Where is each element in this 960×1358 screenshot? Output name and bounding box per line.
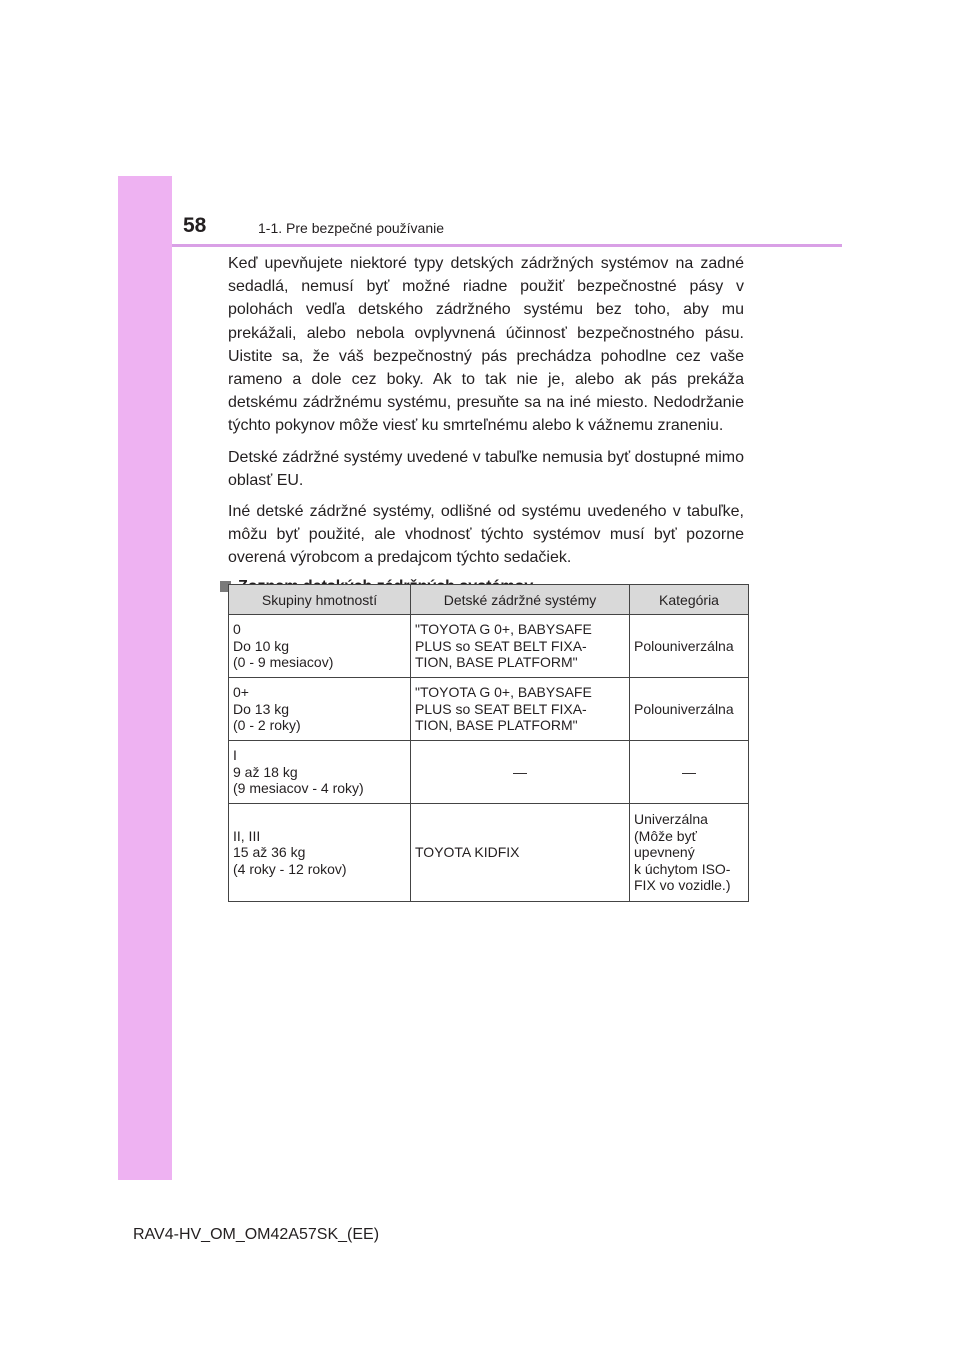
- cell-restraint-system: "TOYOTA G 0+, BABYSAFE PLUS so SEAT BELT FIXA- TION, BASE PLATFORM": [411, 678, 630, 741]
- column-header-restraint-system: Detské zádržné systémy: [411, 585, 630, 615]
- cell-restraint-system: "TOYOTA G 0+, BABYSAFE PLUS so SEAT BELT FIXA- TION, BASE PLATFORM": [411, 615, 630, 678]
- document-code-footer: RAV4-HV_OM_OM42A57SK_(EE): [133, 1226, 380, 1243]
- cell-weight-group: II, III 15 až 36 kg (4 roky - 12 rokov): [229, 804, 411, 902]
- cell-weight-group: 0 Do 10 kg (0 - 9 mesiacov): [229, 615, 411, 678]
- cell-category: Univerzálna (Môže byť upevnený k úchytom ISO- FIX vo vozidle.): [630, 804, 749, 902]
- paragraph-eu-availability: Detské zádržné systémy uvedené v tabuľke nemusia byť dostupné mimo oblasť EU.: [228, 448, 744, 489]
- paragraph-other-systems: Iné detské zádržné systémy, odlišné od systému uvedeného v tabuľke, môžu byť použité, ale vhodnosť týchto systémov musí byť pozorne overená výrobcom a predajcom týchto sedačiek.: [228, 503, 744, 567]
- table-row: [229, 615, 749, 678]
- table-row: [229, 741, 749, 804]
- side-tab: [118, 176, 172, 1180]
- header-divider: [172, 244, 842, 247]
- column-header-weight-group: Skupiny hmotností: [229, 585, 411, 615]
- child-restraint-table: [228, 584, 749, 902]
- cell-category: —: [630, 741, 749, 804]
- cell-category: Polouniverzálna: [630, 678, 749, 741]
- page-number: 58: [183, 214, 207, 237]
- cell-category: Polouniverzálna: [630, 615, 749, 678]
- table-row: [229, 804, 749, 902]
- cell-weight-group: I 9 až 18 kg (9 mesiacov - 4 roky): [229, 741, 411, 804]
- cell-restraint-system: —: [411, 741, 630, 804]
- cell-weight-group: 0+ Do 13 kg (0 - 2 roky): [229, 678, 411, 741]
- paragraph-seatbelt-warning: Keď upevňujete niektoré typy detských zádržných systémov na zadné sedadlá, nemusí byť možné riadne použiť bezpečnostné pásy v polohách vedľa detského zádržného systému bez toho, aby mu prekážali, alebo nebola ovplyvnená účinnosť bezpečnostného pásu. Uistite sa, že váš bezpečnostný pás prechádza pohodlne cez vaše rameno a dole cez boky. Ak to tak nie je, alebo ak pás prekáža detskému zádržnému systému, presuňte sa na iné miesto. Nedodržanie týchto pokynov môže viesť ku smrteľnému alebo k vážnemu zraneniu.: [228, 255, 744, 435]
- column-header-category: Kategória: [630, 585, 749, 615]
- section-title: 1-1. Pre bezpečné používanie: [258, 220, 445, 236]
- table-header-row: [229, 585, 749, 615]
- table-row: [229, 678, 749, 741]
- cell-restraint-system: TOYOTA KIDFIX: [411, 804, 630, 902]
- main-content: [228, 252, 744, 596]
